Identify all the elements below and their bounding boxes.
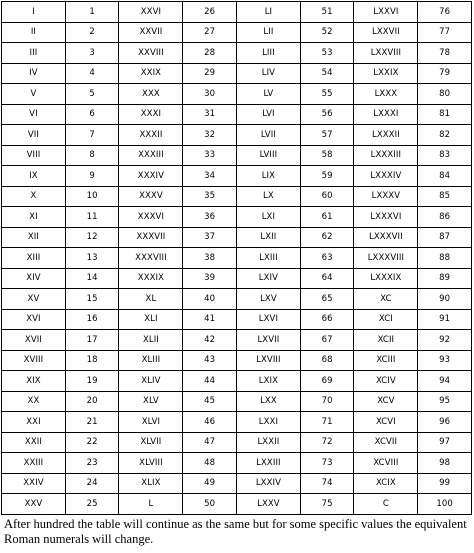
roman-numeral-cell: XXXI [119, 104, 183, 125]
roman-numeral-cell: XLIII [119, 350, 183, 371]
roman-numeral-cell: LXIII [236, 248, 300, 269]
arabic-number-cell: 87 [418, 227, 472, 248]
arabic-number-cell: 22 [65, 432, 119, 453]
roman-numeral-cell: XXIII [2, 453, 66, 474]
table-row [2, 145, 472, 166]
table-row [2, 309, 472, 330]
roman-numeral-cell: LI [236, 2, 300, 23]
arabic-number-cell: 17 [65, 330, 119, 351]
roman-numeral-cell: LVIII [236, 145, 300, 166]
roman-numeral-cell: XXIX [119, 63, 183, 84]
arabic-number-cell: 10 [65, 186, 119, 207]
arabic-number-cell: 54 [300, 63, 354, 84]
roman-numeral-cell: XLIV [119, 371, 183, 392]
roman-numeral-cell: XXXIV [119, 166, 183, 187]
roman-numeral-cell: LXII [236, 227, 300, 248]
arabic-number-cell: 84 [418, 166, 472, 187]
roman-numeral-cell: LXXXIII [354, 145, 418, 166]
arabic-number-cell: 21 [65, 412, 119, 433]
arabic-number-cell: 90 [418, 289, 472, 310]
roman-numeral-cell: LXXXVIII [354, 248, 418, 269]
arabic-number-cell: 32 [183, 125, 237, 146]
table-row [2, 43, 472, 64]
arabic-number-cell: 57 [300, 125, 354, 146]
table-row [2, 207, 472, 228]
arabic-number-cell: 25 [65, 494, 119, 515]
arabic-number-cell: 68 [300, 350, 354, 371]
roman-numeral-cell: XCIV [354, 371, 418, 392]
roman-numeral-cell: XVI [2, 309, 66, 330]
roman-numeral-cell: LV [236, 84, 300, 105]
roman-numeral-cell: XLV [119, 391, 183, 412]
arabic-number-cell: 75 [300, 494, 354, 515]
arabic-number-cell: 98 [418, 453, 472, 474]
roman-numeral-cell: XIX [2, 371, 66, 392]
roman-numeral-cell: LII [236, 22, 300, 43]
arabic-number-cell: 2 [65, 22, 119, 43]
arabic-number-cell: 42 [183, 330, 237, 351]
roman-numeral-cell: XLVIII [119, 453, 183, 474]
arabic-number-cell: 83 [418, 145, 472, 166]
arabic-number-cell: 66 [300, 309, 354, 330]
arabic-number-cell: 13 [65, 248, 119, 269]
table-row [2, 63, 472, 84]
arabic-number-cell: 39 [183, 268, 237, 289]
arabic-number-cell: 78 [418, 43, 472, 64]
roman-numeral-cell: V [2, 84, 66, 105]
roman-numeral-cell: LXX [236, 391, 300, 412]
arabic-number-cell: 51 [300, 2, 354, 23]
roman-numeral-cell: XCVI [354, 412, 418, 433]
arabic-number-cell: 36 [183, 207, 237, 228]
arabic-number-cell: 8 [65, 145, 119, 166]
arabic-number-cell: 80 [418, 84, 472, 105]
arabic-number-cell: 4 [65, 63, 119, 84]
arabic-number-cell: 48 [183, 453, 237, 474]
table-row [2, 104, 472, 125]
roman-numeral-cell: XC [354, 289, 418, 310]
roman-numeral-cell: LXXIII [236, 453, 300, 474]
arabic-number-cell: 72 [300, 432, 354, 453]
roman-numeral-cell: LXXXI [354, 104, 418, 125]
table-row [2, 330, 472, 351]
table-row [2, 22, 472, 43]
arabic-number-cell: 23 [65, 453, 119, 474]
roman-numeral-cell: VIII [2, 145, 66, 166]
arabic-number-cell: 15 [65, 289, 119, 310]
arabic-number-cell: 43 [183, 350, 237, 371]
table-row [2, 453, 472, 474]
arabic-number-cell: 93 [418, 350, 472, 371]
arabic-number-cell: 61 [300, 207, 354, 228]
arabic-number-cell: 97 [418, 432, 472, 453]
roman-numeral-cell: LVII [236, 125, 300, 146]
footer-note: After hundred the table will continue as the same but for some specific values the equivalent Roman numerals will change. [4, 517, 467, 546]
arabic-number-cell: 20 [65, 391, 119, 412]
roman-numeral-cell: XXXVI [119, 207, 183, 228]
arabic-number-cell: 26 [183, 2, 237, 23]
roman-numeral-cell: LXVI [236, 309, 300, 330]
arabic-number-cell: 24 [65, 473, 119, 494]
roman-numeral-cell: LXV [236, 289, 300, 310]
roman-numeral-cell: LXXVII [354, 22, 418, 43]
roman-numeral-cell: XLVII [119, 432, 183, 453]
arabic-number-cell: 38 [183, 248, 237, 269]
roman-numeral-cell: LXXXIX [354, 268, 418, 289]
roman-numeral-cell: XXXV [119, 186, 183, 207]
roman-numeral-cell: LIV [236, 63, 300, 84]
arabic-number-cell: 94 [418, 371, 472, 392]
table-row [2, 227, 472, 248]
table-row [2, 268, 472, 289]
roman-numeral-cell: XXVII [119, 22, 183, 43]
roman-numeral-cell: LXXXVI [354, 207, 418, 228]
roman-numeral-cell: LXVIII [236, 350, 300, 371]
arabic-number-cell: 60 [300, 186, 354, 207]
roman-numeral-cell: LXXXIV [354, 166, 418, 187]
table-row [2, 473, 472, 494]
roman-numeral-cell: XII [2, 227, 66, 248]
arabic-number-cell: 55 [300, 84, 354, 105]
roman-numeral-cell: XCVII [354, 432, 418, 453]
roman-numeral-cell: C [354, 494, 418, 515]
arabic-number-cell: 34 [183, 166, 237, 187]
roman-numeral-cell: II [2, 22, 66, 43]
arabic-number-cell: 7 [65, 125, 119, 146]
roman-numeral-cell: LXXV [236, 494, 300, 515]
roman-numeral-cell: XXV [2, 494, 66, 515]
roman-numeral-cell: XIII [2, 248, 66, 269]
arabic-number-cell: 9 [65, 166, 119, 187]
roman-numeral-cell: VI [2, 104, 66, 125]
arabic-number-cell: 50 [183, 494, 237, 515]
arabic-number-cell: 11 [65, 207, 119, 228]
arabic-number-cell: 91 [418, 309, 472, 330]
arabic-number-cell: 70 [300, 391, 354, 412]
arabic-number-cell: 6 [65, 104, 119, 125]
table-row [2, 494, 472, 515]
arabic-number-cell: 40 [183, 289, 237, 310]
table-row [2, 412, 472, 433]
roman-numeral-cell: XXXVII [119, 227, 183, 248]
table-row [2, 391, 472, 412]
roman-numeral-cell: XLVI [119, 412, 183, 433]
arabic-number-cell: 30 [183, 84, 237, 105]
arabic-number-cell: 3 [65, 43, 119, 64]
roman-numeral-cell: I [2, 2, 66, 23]
roman-numeral-cell: XXII [2, 432, 66, 453]
arabic-number-cell: 33 [183, 145, 237, 166]
roman-numeral-cell: XXIV [2, 473, 66, 494]
roman-numeral-cell: LXXIV [236, 473, 300, 494]
roman-numeral-cell: XCV [354, 391, 418, 412]
roman-numeral-cell: XCIII [354, 350, 418, 371]
roman-numeral-cell: LXXVI [354, 2, 418, 23]
arabic-number-cell: 100 [418, 494, 472, 515]
roman-numeral-cell: LXXVIII [354, 43, 418, 64]
roman-numeral-cell: LXI [236, 207, 300, 228]
arabic-number-cell: 69 [300, 371, 354, 392]
roman-numeral-cell: VII [2, 125, 66, 146]
roman-numeral-cell: IV [2, 63, 66, 84]
table-row [2, 289, 472, 310]
arabic-number-cell: 37 [183, 227, 237, 248]
roman-numeral-cell: LVI [236, 104, 300, 125]
arabic-number-cell: 56 [300, 104, 354, 125]
arabic-number-cell: 71 [300, 412, 354, 433]
table-row [2, 125, 472, 146]
roman-numeral-cell: XVII [2, 330, 66, 351]
roman-numeral-cell: XIV [2, 268, 66, 289]
arabic-number-cell: 52 [300, 22, 354, 43]
arabic-number-cell: 31 [183, 104, 237, 125]
arabic-number-cell: 18 [65, 350, 119, 371]
arabic-number-cell: 86 [418, 207, 472, 228]
arabic-number-cell: 76 [418, 2, 472, 23]
table-row [2, 350, 472, 371]
arabic-number-cell: 5 [65, 84, 119, 105]
roman-numeral-cell: LXXIX [354, 63, 418, 84]
arabic-number-cell: 53 [300, 43, 354, 64]
roman-numeral-cell: LXXXV [354, 186, 418, 207]
arabic-number-cell: 19 [65, 371, 119, 392]
roman-numeral-cell: LXXXVII [354, 227, 418, 248]
table-row [2, 84, 472, 105]
roman-numeral-cell: XCII [354, 330, 418, 351]
roman-numeral-cell: XXI [2, 412, 66, 433]
arabic-number-cell: 58 [300, 145, 354, 166]
arabic-number-cell: 74 [300, 473, 354, 494]
arabic-number-cell: 79 [418, 63, 472, 84]
arabic-number-cell: 49 [183, 473, 237, 494]
arabic-number-cell: 16 [65, 309, 119, 330]
roman-numeral-cell: XCI [354, 309, 418, 330]
roman-numeral-cell: LXXXII [354, 125, 418, 146]
table-body [2, 2, 472, 515]
roman-numeral-cell: XLII [119, 330, 183, 351]
arabic-number-cell: 77 [418, 22, 472, 43]
roman-numeral-cell: LXXX [354, 84, 418, 105]
arabic-number-cell: 47 [183, 432, 237, 453]
table-row [2, 166, 472, 187]
table-row [2, 186, 472, 207]
roman-numeral-cell: XXXVIII [119, 248, 183, 269]
arabic-number-cell: 14 [65, 268, 119, 289]
roman-numeral-cell: L [119, 494, 183, 515]
roman-numeral-cell: LXIV [236, 268, 300, 289]
roman-numeral-cell: X [2, 186, 66, 207]
roman-numeral-cell: XVIII [2, 350, 66, 371]
roman-numeral-cell: XX [2, 391, 66, 412]
roman-numeral-cell: XXXIX [119, 268, 183, 289]
roman-numeral-cell: XL [119, 289, 183, 310]
roman-numeral-cell: III [2, 43, 66, 64]
roman-numeral-cell: LIX [236, 166, 300, 187]
arabic-number-cell: 12 [65, 227, 119, 248]
arabic-number-cell: 63 [300, 248, 354, 269]
roman-numeral-cell: XCVIII [354, 453, 418, 474]
arabic-number-cell: 65 [300, 289, 354, 310]
roman-numeral-table [1, 1, 472, 515]
roman-numeral-cell: LXVII [236, 330, 300, 351]
table-row [2, 2, 472, 23]
arabic-number-cell: 73 [300, 453, 354, 474]
arabic-number-cell: 64 [300, 268, 354, 289]
arabic-number-cell: 28 [183, 43, 237, 64]
arabic-number-cell: 89 [418, 268, 472, 289]
roman-numeral-cell: XI [2, 207, 66, 228]
roman-numeral-cell: XXVI [119, 2, 183, 23]
arabic-number-cell: 44 [183, 371, 237, 392]
table-row [2, 432, 472, 453]
arabic-number-cell: 88 [418, 248, 472, 269]
arabic-number-cell: 41 [183, 309, 237, 330]
roman-numeral-cell: LXIX [236, 371, 300, 392]
arabic-number-cell: 92 [418, 330, 472, 351]
roman-numeral-cell: XXX [119, 84, 183, 105]
arabic-number-cell: 62 [300, 227, 354, 248]
roman-numeral-cell: XXXII [119, 125, 183, 146]
arabic-number-cell: 45 [183, 391, 237, 412]
roman-numeral-cell: IX [2, 166, 66, 187]
arabic-number-cell: 29 [183, 63, 237, 84]
arabic-number-cell: 82 [418, 125, 472, 146]
arabic-number-cell: 35 [183, 186, 237, 207]
arabic-number-cell: 95 [418, 391, 472, 412]
roman-numeral-cell: LIII [236, 43, 300, 64]
arabic-number-cell: 46 [183, 412, 237, 433]
arabic-number-cell: 85 [418, 186, 472, 207]
table-row [2, 248, 472, 269]
roman-numeral-cell: LXXI [236, 412, 300, 433]
arabic-number-cell: 27 [183, 22, 237, 43]
arabic-number-cell: 96 [418, 412, 472, 433]
arabic-number-cell: 81 [418, 104, 472, 125]
arabic-number-cell: 67 [300, 330, 354, 351]
roman-numeral-cell: LXXII [236, 432, 300, 453]
roman-numeral-cell: XLIX [119, 473, 183, 494]
arabic-number-cell: 1 [65, 2, 119, 23]
arabic-number-cell: 99 [418, 473, 472, 494]
roman-numeral-cell: XCIX [354, 473, 418, 494]
roman-numeral-cell: XV [2, 289, 66, 310]
arabic-number-cell: 59 [300, 166, 354, 187]
roman-numeral-cell: XLI [119, 309, 183, 330]
roman-numeral-cell: LX [236, 186, 300, 207]
table-row [2, 371, 472, 392]
roman-numeral-cell: XXXIII [119, 145, 183, 166]
roman-numeral-cell: XXVIII [119, 43, 183, 64]
